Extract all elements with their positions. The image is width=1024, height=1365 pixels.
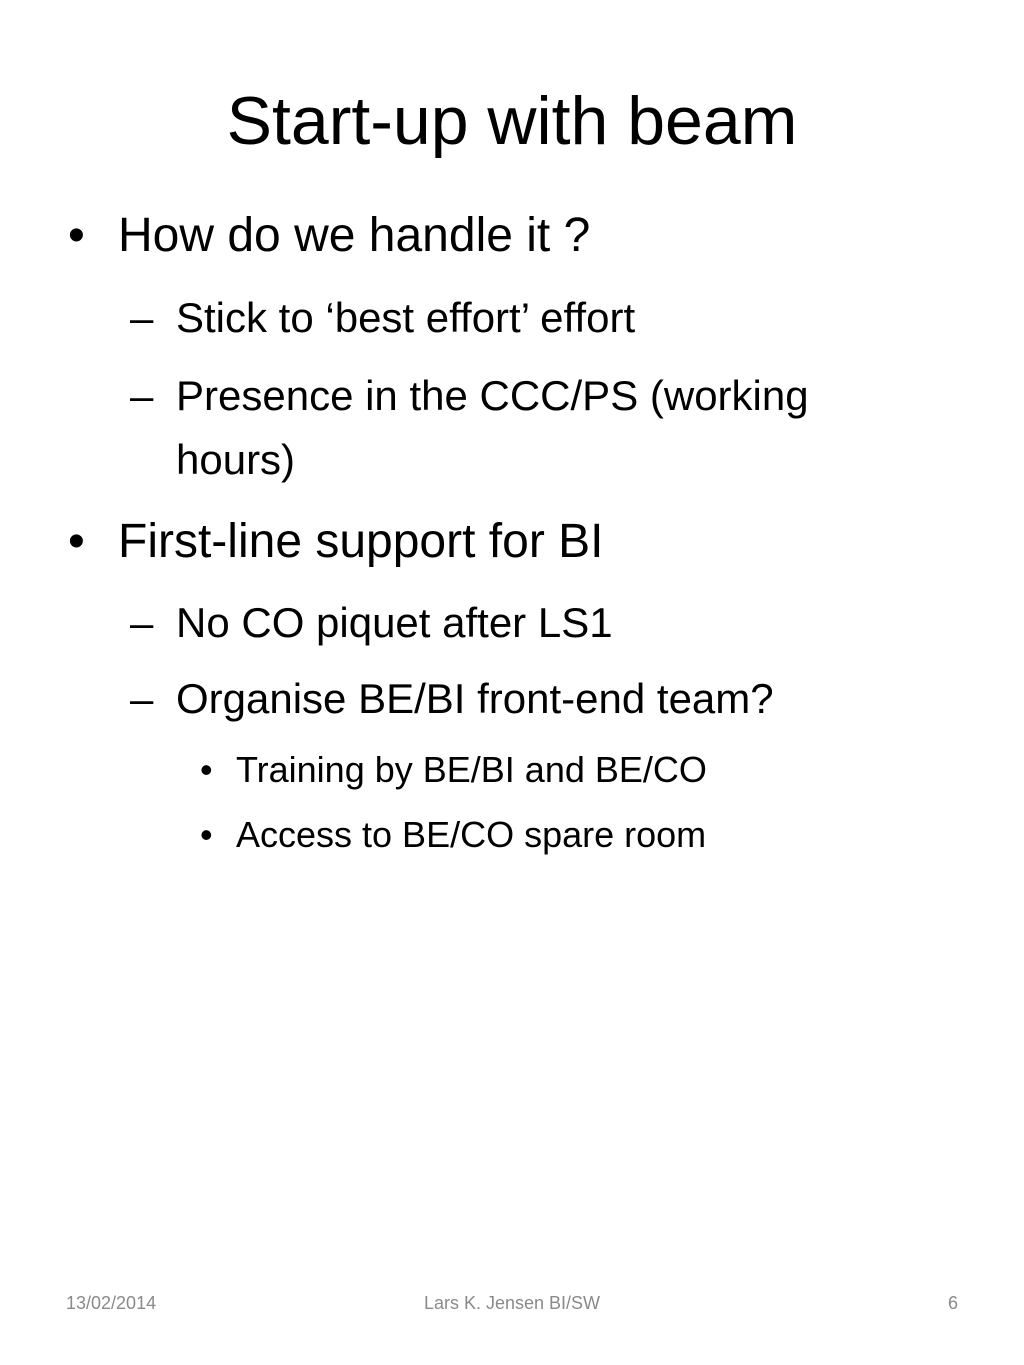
bullet-text: First-line support for BI	[118, 515, 604, 568]
sub-bullet-text: Organise BE/BI front-end team?	[176, 675, 774, 722]
sub-sub-bullet-text: Access to BE/CO spare room	[236, 814, 707, 855]
slide-title: Start-up with beam	[226, 83, 798, 159]
sub-bullet-text: Presence in the CCC/PS (working hours)	[176, 372, 809, 483]
bullet-marker: •	[200, 749, 213, 790]
sub-bullet-text: No CO piquet after LS1	[176, 599, 613, 646]
dash-marker: –	[130, 294, 154, 341]
sub-bullet-text: Stick to ‘best effort’ effort	[176, 294, 636, 341]
bullet-item	[68, 207, 978, 265]
dash-marker: –	[130, 675, 154, 722]
sub-sub-bullet-item	[200, 812, 996, 858]
bullet-marker: •	[68, 515, 85, 568]
sub-sub-bullet-item	[200, 747, 996, 793]
dash-marker: –	[130, 372, 154, 419]
sub-bullet-item	[130, 286, 966, 350]
bullet-text: How do we handle it ?	[118, 209, 591, 262]
sub-sub-bullet-text: Training by BE/BI and BE/CO	[236, 749, 707, 790]
sub-bullet-item	[130, 591, 966, 655]
bullet-marker: •	[68, 209, 85, 262]
bullet-marker: •	[200, 814, 213, 855]
sub-bullet-item	[130, 364, 906, 492]
dash-marker: –	[130, 599, 154, 646]
bullet-item	[68, 513, 978, 571]
footer-page-number: 6	[947, 1293, 958, 1313]
footer-author: Lars K. Jensen BI/SW	[423, 1293, 601, 1313]
sub-bullet-item	[130, 667, 966, 731]
footer-date: 13/02/2014	[66, 1293, 157, 1313]
